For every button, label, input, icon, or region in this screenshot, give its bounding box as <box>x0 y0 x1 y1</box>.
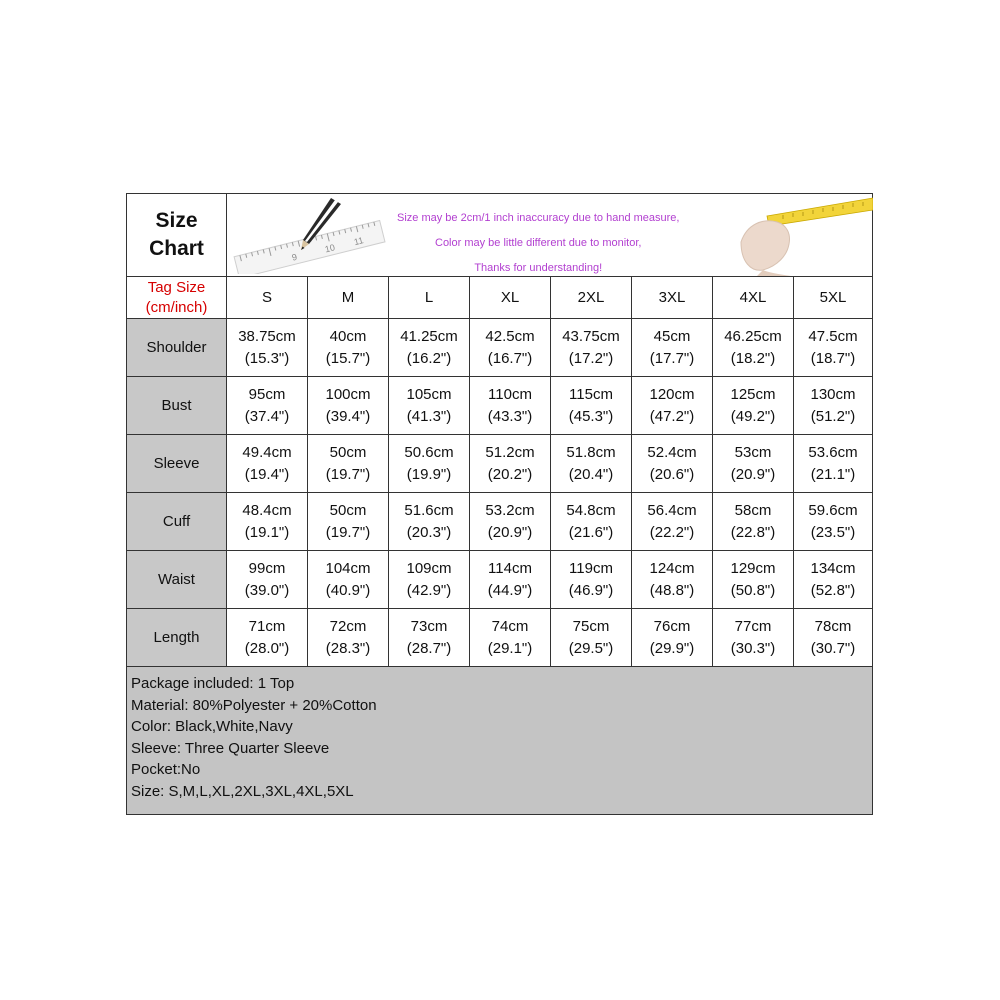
size-xl: XL <box>470 277 551 319</box>
cm-value: 76cm <box>653 617 691 635</box>
cm-value: 47.5cm <box>808 327 858 345</box>
table-cell <box>551 551 632 609</box>
cm-value: 51.8cm <box>566 443 616 461</box>
cm-value: 53.6cm <box>808 443 858 461</box>
table-cell <box>389 493 470 551</box>
table-cell <box>632 493 713 551</box>
cm-value: 72cm <box>329 617 367 635</box>
cm-value: 59.6cm <box>808 501 858 519</box>
ruler-number-9: 9 <box>290 251 299 263</box>
cm-value: 53.2cm <box>485 501 535 519</box>
table-row-shoulder <box>127 319 873 377</box>
inch-value: (30.7") <box>810 639 856 657</box>
inch-value: (15.7") <box>325 349 371 367</box>
inch-value: (43.3") <box>487 407 533 425</box>
table-cell <box>227 551 308 609</box>
inch-value: (19.7") <box>325 465 371 483</box>
table-row-length <box>127 609 873 667</box>
table-cell <box>794 493 873 551</box>
inch-value: (17.7") <box>649 349 695 367</box>
table-cell <box>389 377 470 435</box>
size-l: L <box>389 277 470 319</box>
inch-value: (29.9") <box>649 639 695 657</box>
row-label-cuff: Cuff <box>127 493 227 551</box>
cm-value: 120cm <box>649 385 695 403</box>
table-cell <box>551 377 632 435</box>
table-row-cuff <box>127 493 873 551</box>
table-cell <box>389 609 470 667</box>
inch-value: (20.9") <box>730 465 776 483</box>
inch-value: (16.7") <box>487 349 533 367</box>
size-s: S <box>227 277 308 319</box>
inch-value: (21.6") <box>568 523 614 541</box>
table-cell <box>794 377 873 435</box>
size-header-row <box>127 277 873 319</box>
inch-value: (21.1") <box>810 465 856 483</box>
table-cell <box>227 493 308 551</box>
inch-value: (28.0") <box>244 639 290 657</box>
table-cell <box>227 435 308 493</box>
cm-value: 114cm <box>488 559 532 577</box>
table-cell <box>551 493 632 551</box>
inch-value: (49.2") <box>730 407 776 425</box>
inch-value: (50.8") <box>730 581 776 599</box>
header-row <box>127 194 873 277</box>
cm-value: 50cm <box>329 443 367 461</box>
inch-value: (46.9") <box>568 581 614 599</box>
cm-value: 58cm <box>734 501 772 519</box>
inch-value: (17.2") <box>568 349 614 367</box>
note-sleeve: Sleeve: Three Quarter Sleeve <box>131 739 330 757</box>
inch-value: (29.5") <box>568 639 614 657</box>
cm-value: 56.4cm <box>647 501 697 519</box>
table-cell <box>794 319 873 377</box>
banner-line-1: Size may be 2cm/1 inch inaccuracy due to hand measure, <box>397 212 680 224</box>
table-cell <box>794 609 873 667</box>
tag-size-label <box>127 277 227 319</box>
table-cell <box>713 319 794 377</box>
inch-value: (20.2") <box>487 465 533 483</box>
table-cell <box>794 551 873 609</box>
inch-value: (28.7") <box>406 639 452 657</box>
note-pocket: Pocket:No <box>131 761 201 778</box>
cm-value: 78cm <box>814 617 852 635</box>
measurement-banner <box>227 194 873 277</box>
cm-value: 51.6cm <box>404 501 454 519</box>
table-cell <box>470 609 551 667</box>
inch-value: (19.7") <box>325 523 371 541</box>
cm-value: 43.75cm <box>562 327 620 345</box>
inch-value: (29.1") <box>487 639 533 657</box>
cm-value: 130cm <box>810 385 856 403</box>
ruler-number-11: 11 <box>352 235 365 248</box>
table-cell <box>470 493 551 551</box>
table-cell <box>551 435 632 493</box>
tag-size-line-2: (cm/inch) <box>145 298 208 316</box>
inch-value: (42.9") <box>406 581 452 599</box>
inch-value: (20.9") <box>487 523 533 541</box>
cm-value: 99cm <box>248 559 286 577</box>
table-cell <box>308 609 389 667</box>
inch-value: (18.2") <box>730 349 776 367</box>
inch-value: (23.5") <box>810 523 856 541</box>
table-cell <box>227 377 308 435</box>
cm-value: 74cm <box>491 617 529 635</box>
banner-line-2: Color may be little different due to monitor, <box>435 237 642 249</box>
inch-value: (28.3") <box>325 639 371 657</box>
cm-value: 51.2cm <box>485 443 535 461</box>
inch-value: (22.2") <box>649 523 695 541</box>
inch-value: (41.3") <box>406 407 452 425</box>
cm-value: 41.25cm <box>400 327 458 345</box>
size-5xl: 5XL <box>794 277 873 319</box>
title-line-1: Size <box>155 209 198 232</box>
table-cell <box>470 551 551 609</box>
inch-value: (39.0") <box>244 581 290 599</box>
note-package: Package included: 1 Top <box>131 675 295 692</box>
cm-value: 124cm <box>649 559 695 577</box>
inch-value: (20.3") <box>406 523 452 541</box>
size-2xl: 2XL <box>551 277 632 319</box>
inch-value: (19.1") <box>244 523 290 541</box>
table-cell <box>308 435 389 493</box>
table-cell <box>713 551 794 609</box>
inch-value: (52.8") <box>810 581 856 599</box>
cm-value: 77cm <box>734 617 772 635</box>
cm-value: 95cm <box>248 385 286 403</box>
row-label-sleeve: Sleeve <box>127 435 227 493</box>
inch-value: (16.2") <box>406 349 452 367</box>
size-4xl: 4XL <box>713 277 794 319</box>
inch-value: (22.8") <box>730 523 776 541</box>
cm-value: 54.8cm <box>566 501 616 519</box>
row-label-shoulder: Shoulder <box>127 319 227 377</box>
cm-value: 50cm <box>329 501 367 519</box>
table-row-sleeve <box>127 435 873 493</box>
cm-value: 50.6cm <box>404 443 454 461</box>
tag-size-line-1: Tag Size <box>147 278 206 296</box>
table-row-bust <box>127 377 873 435</box>
table-cell <box>389 551 470 609</box>
table-cell <box>713 493 794 551</box>
cm-value: 48.4cm <box>242 501 292 519</box>
inch-value: (20.4") <box>568 465 614 483</box>
cm-value: 105cm <box>406 385 452 403</box>
table-cell <box>632 551 713 609</box>
cm-value: 40cm <box>329 327 367 345</box>
cm-value: 73cm <box>410 617 448 635</box>
ruler-icon <box>231 196 391 274</box>
table-row-waist <box>127 551 873 609</box>
inch-value: (44.9") <box>487 581 533 599</box>
cm-value: 38.75cm <box>238 327 296 345</box>
cm-value: 52.4cm <box>647 443 697 461</box>
cm-value: 119cm <box>569 559 613 577</box>
inch-value: (51.2") <box>810 407 856 425</box>
cm-value: 134cm <box>810 559 856 577</box>
table-cell <box>308 319 389 377</box>
table-cell <box>308 493 389 551</box>
banner-notice <box>397 206 679 276</box>
inch-value: (47.2") <box>649 407 695 425</box>
cm-value: 75cm <box>572 617 610 635</box>
size-3xl: 3XL <box>632 277 713 319</box>
cm-value: 46.25cm <box>724 327 782 345</box>
cm-value: 115cm <box>569 385 613 403</box>
inch-value: (30.3") <box>730 639 776 657</box>
cm-value: 49.4cm <box>242 443 292 461</box>
table-cell <box>470 435 551 493</box>
size-chart-table <box>126 193 873 815</box>
ruler-number-10: 10 <box>323 242 336 255</box>
inch-value: (15.3") <box>244 349 290 367</box>
note-material: Material: 80%Polyester + 20%Cotton <box>131 696 377 714</box>
table-cell <box>308 377 389 435</box>
cm-value: 71cm <box>248 617 286 635</box>
table-cell <box>470 319 551 377</box>
table-cell <box>632 435 713 493</box>
inch-value: (20.6") <box>649 465 695 483</box>
banner-line-3: Thanks for understanding! <box>474 262 603 274</box>
cm-value: 104cm <box>325 559 371 577</box>
product-notes-row <box>127 667 873 815</box>
row-label-length: Length <box>127 609 227 667</box>
cm-value: 53cm <box>734 443 772 461</box>
table-cell <box>551 319 632 377</box>
cm-value: 109cm <box>406 559 452 577</box>
table-cell <box>389 319 470 377</box>
title-line-2: Chart <box>149 237 204 260</box>
table-cell <box>551 609 632 667</box>
table-cell <box>470 377 551 435</box>
row-label-waist: Waist <box>127 551 227 609</box>
note-color: Color: Black,White,Navy <box>131 718 293 735</box>
cm-value: 42.5cm <box>485 327 535 345</box>
table-cell <box>227 319 308 377</box>
inch-value: (39.4") <box>325 407 371 425</box>
inch-value: (45.3") <box>568 407 614 425</box>
table-cell <box>713 377 794 435</box>
table-cell <box>713 435 794 493</box>
cm-value: 110cm <box>488 385 532 403</box>
table-cell <box>794 435 873 493</box>
product-notes <box>127 667 873 815</box>
inch-value: (18.7") <box>810 349 856 367</box>
table-cell <box>227 609 308 667</box>
table-cell <box>632 609 713 667</box>
table-cell <box>632 319 713 377</box>
inch-value: (48.8") <box>649 581 695 599</box>
cm-value: 100cm <box>325 385 371 403</box>
cm-value: 125cm <box>730 385 776 403</box>
table-cell <box>308 551 389 609</box>
table-cell <box>389 435 470 493</box>
size-m: M <box>308 277 389 319</box>
inch-value: (40.9") <box>325 581 371 599</box>
row-label-bust: Bust <box>127 377 227 435</box>
cm-value: 45cm <box>653 327 691 345</box>
cm-value: 129cm <box>730 559 776 577</box>
table-cell <box>713 609 794 667</box>
inch-value: (19.4") <box>244 465 290 483</box>
note-sizes: Size: S,M,L,XL,2XL,3XL,4XL,5XL <box>131 782 354 800</box>
table-cell <box>632 377 713 435</box>
size-chart-title <box>127 194 227 277</box>
inch-value: (37.4") <box>244 407 290 425</box>
inch-value: (19.9") <box>406 465 452 483</box>
hand-measuring-tape-icon <box>733 194 873 276</box>
